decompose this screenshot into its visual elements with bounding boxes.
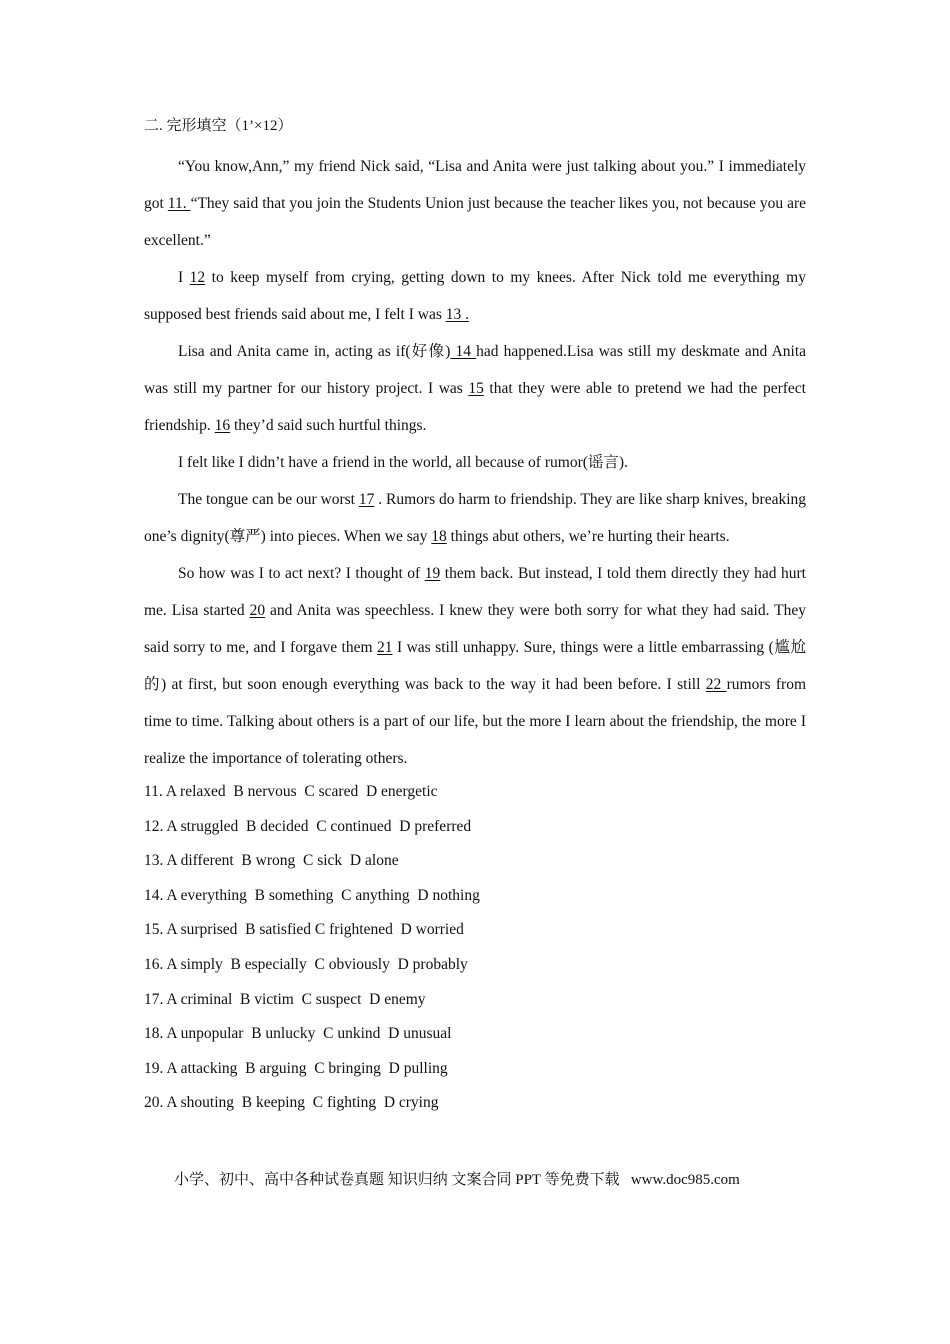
passage-text: rumors from time to time. Talking about others is a part of our life, but the more I learn about the friendship, the more I realize the importance of tolerating others.: [144, 676, 806, 767]
option-line: 20. A shouting B keeping C fighting D crying: [144, 1094, 439, 1112]
passage-text: had happened.Lisa was still my deskmate and Anita was still my partner for our history project. I was: [144, 343, 806, 397]
answer-blank: 12: [189, 269, 206, 286]
passage-text: . Rumors do harm to friendship. They are like sharp knives, breaking one’s dignity(尊严) into pieces. When we say: [144, 491, 807, 545]
passage-text: and Anita was speechless. I knew they were both sorry for what they had said. They said sorry to me, and I forgave them: [144, 602, 806, 656]
answer-blank: 17: [358, 491, 375, 508]
passage-paragraph: [144, 259, 806, 333]
passage-paragraph: [144, 555, 806, 777]
option-line: 17. A criminal B victim C suspect D enemy: [144, 990, 426, 1008]
passage-text: I was still unhappy. Sure, things were a little embarrassing (尴尬的) at first, but soon enough everything was back to the way it had been before. I still: [144, 639, 806, 693]
answer-blank: 16: [214, 417, 231, 434]
answer-options: [144, 775, 806, 1121]
passage-text: things abut others, we’re hurting their hearts.: [446, 528, 730, 545]
section-title: 二. 完形填空（1’×12）: [144, 118, 293, 134]
passage-text: “You know,Ann,” my friend Nick said, “Lisa and Anita were just talking about you.” I immediately got: [144, 158, 806, 212]
passage-text: So how was I to act next? I thought of: [178, 565, 425, 582]
option-line: 15. A surprised B satisfied C frightened D worried: [144, 921, 464, 939]
answer-blank: 11.: [167, 195, 191, 212]
answer-blank: 21: [377, 639, 393, 656]
option-line: 18. A unpopular B unlucky C unkind D unusual: [144, 1025, 452, 1043]
answer-blank: 22: [705, 676, 727, 693]
option-line: 14. A everything B something C anything D nothing: [144, 886, 480, 904]
passage-paragraph: [144, 333, 806, 444]
footer-text: 小学、初中、高中各种试卷真题 知识归纳 文案合同 PPT 等免费下载 www.doc985.com: [174, 1172, 740, 1188]
passage-text: to keep myself from crying, getting down to my knees. After Nick told me everything my supposed best friends said about me, I felt I was: [144, 269, 806, 323]
answer-blank: 15: [468, 380, 484, 397]
answer-blank: 13 .: [445, 306, 470, 323]
passage-text: The tongue can be our worst: [178, 491, 359, 508]
passage-text: them back. But instead, I told them directly they had hurt me. Lisa started: [144, 565, 806, 619]
passage-text: I felt like I didn’t have a friend in the world, all because of rumor(谣言).: [178, 454, 628, 471]
option-line: 19. A attacking B arguing C bringing D pulling: [144, 1059, 448, 1077]
passage-text: “They said that you join the Students Union just because the teacher likes you, not because you are excellent.”: [144, 195, 806, 249]
passage-text: I: [178, 269, 190, 286]
passage-paragraph: [144, 444, 806, 481]
answer-blank: 20: [249, 602, 266, 619]
passage-text: they’d said such hurtful things.: [230, 417, 427, 434]
passage-text: Lisa and Anita came in, acting as if(好像): [178, 343, 451, 360]
option-line: 12. A struggled B decided C continued D preferred: [144, 817, 472, 835]
cloze-passage: [144, 148, 806, 777]
option-line: 11. A relaxed B nervous C scared D energetic: [144, 783, 438, 800]
answer-blank: 18: [431, 528, 447, 545]
answer-blank: 14: [450, 343, 477, 360]
passage-text: that they were able to pretend we had the perfect friendship.: [144, 380, 806, 434]
option-line: 13. A different B wrong C sick D alone: [144, 852, 399, 870]
answer-blank: 19: [424, 565, 441, 582]
passage-paragraph: [144, 148, 806, 259]
option-line: 16. A simply B especially C obviously D probably: [144, 955, 468, 973]
passage-paragraph: [144, 481, 806, 555]
document-page: [144, 114, 806, 1121]
